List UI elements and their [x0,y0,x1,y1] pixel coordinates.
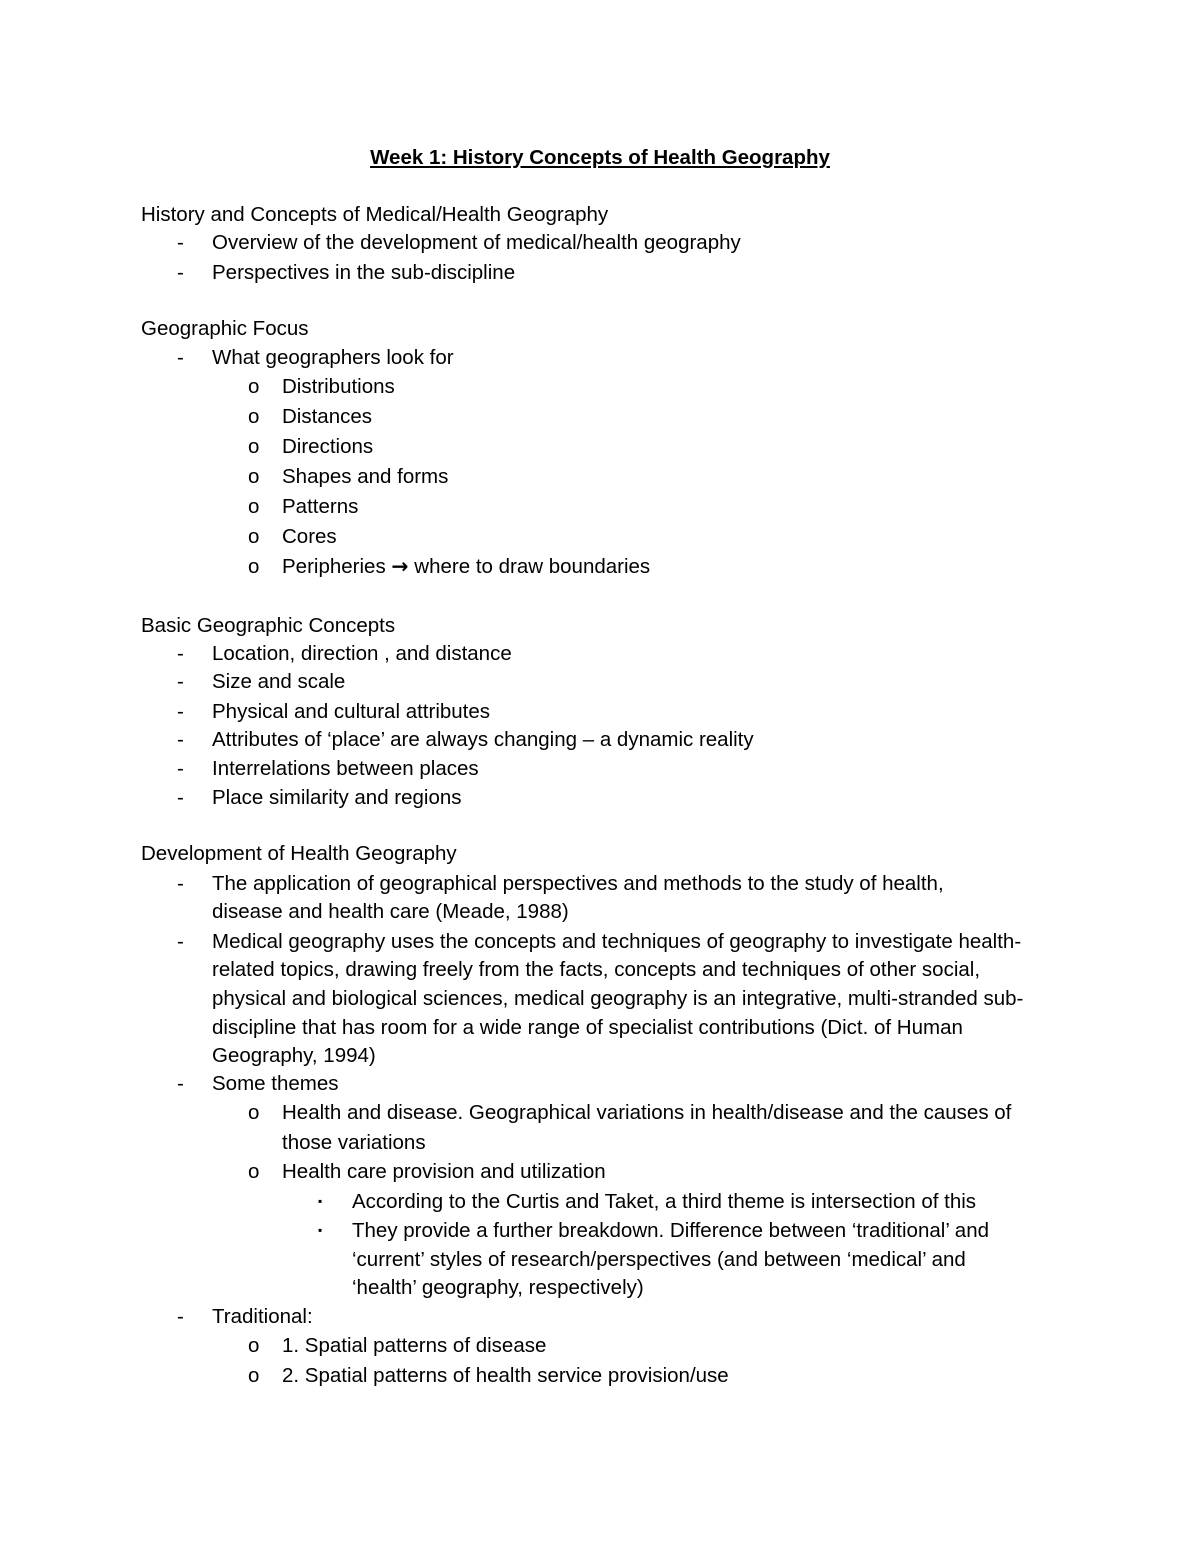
section-heading-basic-concepts: Basic Geographic Concepts [141,614,396,637]
list-item-text: Traditional: [212,1305,313,1328]
list-item-text: Overview of the development of medical/health geography [212,231,741,254]
sub-sub-list-item-text: According to the Curtis and Taket, a third theme is intersection of this [352,1190,977,1213]
list-item-text: Geography, 1994) [212,1044,376,1067]
sub-list-item-text: Distances [282,405,373,428]
right-arrow-icon: → [391,554,409,578]
circle-bullet-icon: o [248,465,260,488]
sub-sub-list-item-text: They provide a further breakdown. Difference between ‘traditional’ and [352,1219,990,1242]
list-item-text: disease and health care (Meade, 1988) [212,900,569,923]
dash-bullet: - [177,700,184,723]
list-item-text: What geographers look for [212,346,454,369]
sub-list-item-text: 1. Spatial patterns of disease [282,1334,547,1357]
sub-list-item-text: those variations [282,1131,426,1154]
sub-sub-list-item-text: ‘current’ styles of research/perspectives (and between ‘medical’ and [352,1248,966,1271]
circle-bullet-icon: o [248,495,260,518]
circle-bullet-icon: o [248,555,260,578]
square-bullet-icon: ▪ [318,1223,323,1237]
sub-list-item-text: Health care provision and utilization [282,1160,606,1183]
dash-bullet: - [177,757,184,780]
list-item-text: related topics, drawing freely from the facts, concepts and techniques of other social, [212,958,981,981]
dash-bullet: - [177,261,184,284]
circle-bullet-icon: o [248,525,260,548]
square-bullet-icon: ▪ [318,1194,323,1208]
list-item-text: Perspectives in the sub-discipline [212,261,516,284]
list-item-text: Size and scale [212,670,346,693]
circle-bullet-icon: o [248,435,260,458]
sub-sub-list-item-text: ‘health’ geography, respectively) [352,1276,644,1299]
dash-bullet: - [177,872,184,895]
list-item-text: Attributes of ‘place’ are always changing – a dynamic reality [212,728,754,751]
page-title: Week 1: History Concepts of Health Geography [370,146,830,169]
circle-bullet-icon: o [248,405,260,428]
list-item-text: discipline that has room for a wide range of specialist contributions (Dict. of Human [212,1016,963,1039]
list-item-text: Some themes [212,1072,339,1095]
circle-bullet-icon: o [248,1364,260,1387]
sub-list-item-text: Health and disease. Geographical variations in health/disease and the causes of [282,1101,1012,1124]
dash-bullet: - [177,231,184,254]
circle-bullet-icon: o [248,1334,260,1357]
sub-list-item-text [282,552,650,581]
list-item-text: Location, direction , and distance [212,642,512,665]
section-heading-geographic-focus: Geographic Focus [141,317,309,340]
section-heading-history: History and Concepts of Medical/Health Geography [141,203,609,226]
sub-list-item-text: Patterns [282,495,359,518]
section-heading-development: Development of Health Geography [141,842,457,865]
dash-bullet: - [177,1072,184,1095]
list-item-text: Physical and cultural attributes [212,700,491,723]
circle-bullet-icon: o [248,1101,260,1124]
dash-bullet: - [177,642,184,665]
sub-list-item-text: Cores [282,525,337,548]
dash-bullet: - [177,1305,184,1328]
sub-list-item-text-part: Peripheries [282,555,386,578]
dash-bullet: - [177,346,184,369]
list-item-text: Interrelations between places [212,757,479,780]
dash-bullet: - [177,930,184,953]
dash-bullet: - [177,728,184,751]
list-item-text: Place similarity and regions [212,786,462,809]
sub-list-item-text: Distributions [282,375,395,398]
dash-bullet: - [177,670,184,693]
sub-list-item-text-part: where to draw boundaries [414,555,651,578]
sub-list-item-text: 2. Spatial patterns of health service provision/use [282,1364,729,1387]
sub-list-item-text: Shapes and forms [282,465,449,488]
circle-bullet-icon: o [248,1160,260,1183]
list-item-text: The application of geographical perspectives and methods to the study of health, [212,872,944,895]
circle-bullet-icon: o [248,375,260,398]
list-item-text: Medical geography uses the concepts and techniques of geography to investigate health- [212,930,1022,953]
dash-bullet: - [177,786,184,809]
list-item-text: physical and biological sciences, medical geography is an integrative, multi-stranded sub- [212,987,1024,1010]
sub-list-item-text: Directions [282,435,374,458]
